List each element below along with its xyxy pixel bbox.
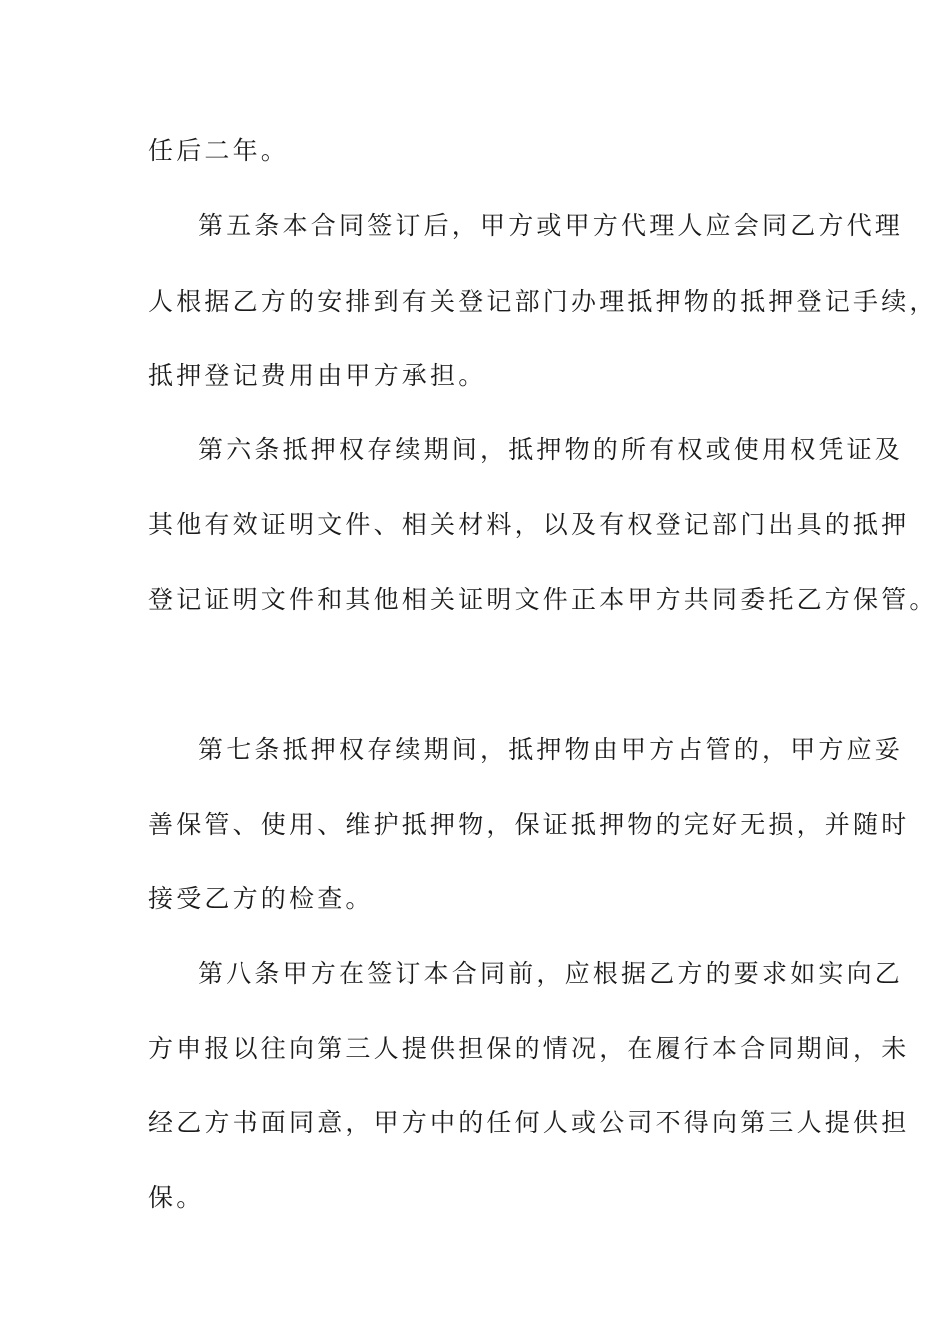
text-line: 登记证明文件和其他相关证明文件正本甲方共同委托乙方保管。 [148, 585, 938, 614]
text-line: 接受乙方的检查。 [148, 884, 374, 913]
text-line: 经乙方书面同意，甲方中的任何人或公司不得向第三人提供担 [148, 1108, 910, 1137]
text-line: 抵押登记费用由甲方承担。 [148, 361, 487, 390]
text-line: 善保管、使用、维护抵押物，保证抵押物的完好无损，并随时 [148, 810, 910, 839]
text-line: 任后二年。 [148, 136, 290, 165]
article-6-line: 第六条抵押权存续期间，抵押物的所有权或使用权凭证及 [198, 435, 904, 464]
article-8-line: 第八条甲方在签订本合同前，应根据乙方的要求如实向乙 [198, 959, 904, 988]
text-line: 其他有效证明文件、相关材料，以及有权登记部门出具的抵押 [148, 510, 910, 539]
text-line: 保。 [148, 1183, 205, 1212]
article-5-line: 第五条本合同签订后，甲方或甲方代理人应会同乙方代理 [198, 211, 904, 240]
text-line: 人根据乙方的安排到有关登记部门办理抵押物的抵押登记手续， [148, 287, 938, 316]
article-7-line: 第七条抵押权存续期间，抵押物由甲方占管的，甲方应妥 [198, 735, 904, 764]
text-line: 方申报以往向第三人提供担保的情况，在履行本合同期间，未 [148, 1034, 910, 1063]
